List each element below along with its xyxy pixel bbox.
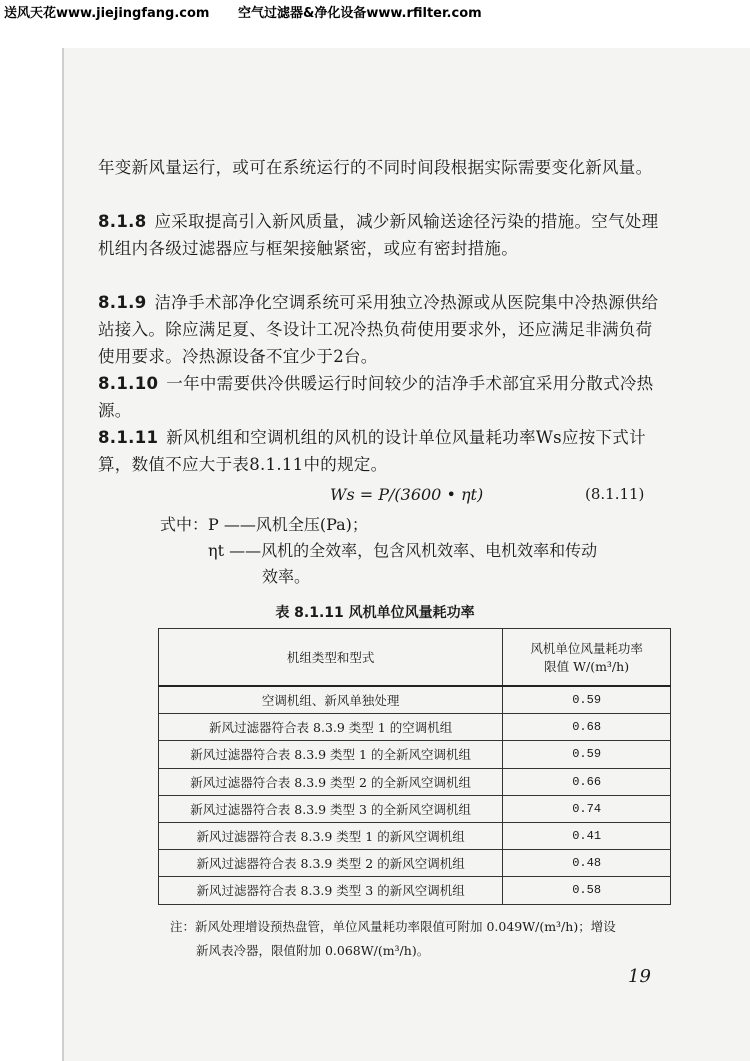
formula: Ws = P/(3600 • ηt) (330, 485, 484, 504)
page-number: 19 (628, 966, 651, 987)
table-row (159, 795, 671, 822)
power-consumption-table (158, 628, 671, 905)
clause-number: 8.1.10 (98, 374, 159, 393)
cell-limit-value: 0.48 (503, 850, 671, 877)
table-row (159, 877, 671, 904)
cell-unit-type: 新风过滤器符合表 8.3.9 类型 3 的新风空调机组 (159, 877, 503, 904)
where-line-3: 效率。 (262, 567, 311, 586)
cell-unit-type: 空调机组、新风单独处理 (159, 686, 503, 714)
table-row (159, 741, 671, 768)
header-limit-value (503, 629, 671, 687)
table-header-row (159, 629, 671, 687)
table-row (159, 850, 671, 877)
cell-limit-value: 0.41 (503, 822, 671, 849)
cell-unit-type: 新风过滤器符合表 8.3.9 类型 2 的全新风空调机组 (159, 768, 503, 795)
where-line-2: ηt ——风机的全效率，包含风机效率、电机效率和传动 (208, 541, 598, 560)
paragraph-continuation (98, 154, 663, 181)
cell-unit-type: 新风过滤器符合表 8.3.9 类型 1 的新风空调机组 (159, 822, 503, 849)
clause-text: 一年中需要供冷供暖运行时间较少的洁净手术部宜采用分散式冷热源。 (98, 374, 654, 420)
header-limit-line-2: 限值 W/(m³/h) (544, 659, 630, 674)
header-unit-type: 机组类型和型式 (159, 629, 503, 687)
cell-limit-value: 0.68 (503, 714, 671, 741)
clause-number: 8.1.9 (98, 293, 147, 312)
cell-limit-value: 0.59 (503, 686, 671, 714)
watermark-right: 空气过滤器&净化设备www.rfilter.com (237, 6, 482, 21)
clause-number: 8.1.11 (98, 428, 159, 447)
table-row (159, 714, 671, 741)
cell-limit-value: 0.59 (503, 741, 671, 768)
clause-text: 洁净手术部净化空调系统可采用独立冷热源或从医院集中冷热源供给站接入。除应满足夏、冬设计工况冷热负荷使用要求外，还应满足非满负荷使用要求。冷热源设备不宜少于2台。 (98, 293, 659, 366)
clause-number: 8.1.8 (98, 212, 147, 231)
cell-limit-value: 0.74 (503, 795, 671, 822)
table-row (159, 768, 671, 795)
table-note (170, 915, 670, 963)
cell-unit-type: 新风过滤器符合表 8.3.9 类型 1 的全新风空调机组 (159, 741, 503, 768)
table-title: 表 8.1.11 风机单位风量耗功率 (275, 605, 475, 621)
clause-8-1-10 (98, 370, 663, 424)
clause-8-1-11 (98, 424, 663, 478)
cell-limit-value: 0.58 (503, 877, 671, 904)
formula-number: (8.1.11) (585, 485, 645, 503)
clause-8-1-8 (98, 208, 663, 262)
watermark-left: 送风天花www.jiejingfang.com (4, 6, 210, 21)
cell-unit-type: 新风过滤器符合表 8.3.9 类型 1 的空调机组 (159, 714, 503, 741)
clause-text: 应采取提高引入新风质量，减少新风输送途径污染的措施。空气处理机组内各级过滤器应与框架接触紧密，或应有密封措施。 (98, 212, 659, 258)
table-row (159, 686, 671, 714)
where-line-1: 式中：P ——风机全压(Pa)； (160, 515, 368, 534)
watermark-header (4, 2, 506, 24)
note-line-2: 新风表冷器，限值附加 0.068W/(m³/h)。 (196, 943, 430, 958)
note-line-1: 注：新风处理增设预热盘管，单位风量耗功率限值可附加 0.049W/(m³/h)；增设 (170, 919, 616, 934)
cell-unit-type: 新风过滤器符合表 8.3.9 类型 2 的新风空调机组 (159, 850, 503, 877)
cell-unit-type: 新风过滤器符合表 8.3.9 类型 3 的全新风空调机组 (159, 795, 503, 822)
table-row (159, 822, 671, 849)
header-limit-line-1: 风机单位风量耗功率 (530, 641, 643, 656)
clause-text: 新风机组和空调机组的风机的设计单位风量耗功率Ws应按下式计算，数值不应大于表8.1.11中的规定。 (98, 428, 646, 474)
paragraph-text: 年变新风量运行，或可在系统运行的不同时间段根据实际需要变化新风量。 (98, 158, 653, 177)
cell-limit-value: 0.66 (503, 768, 671, 795)
clause-8-1-9 (98, 289, 663, 370)
